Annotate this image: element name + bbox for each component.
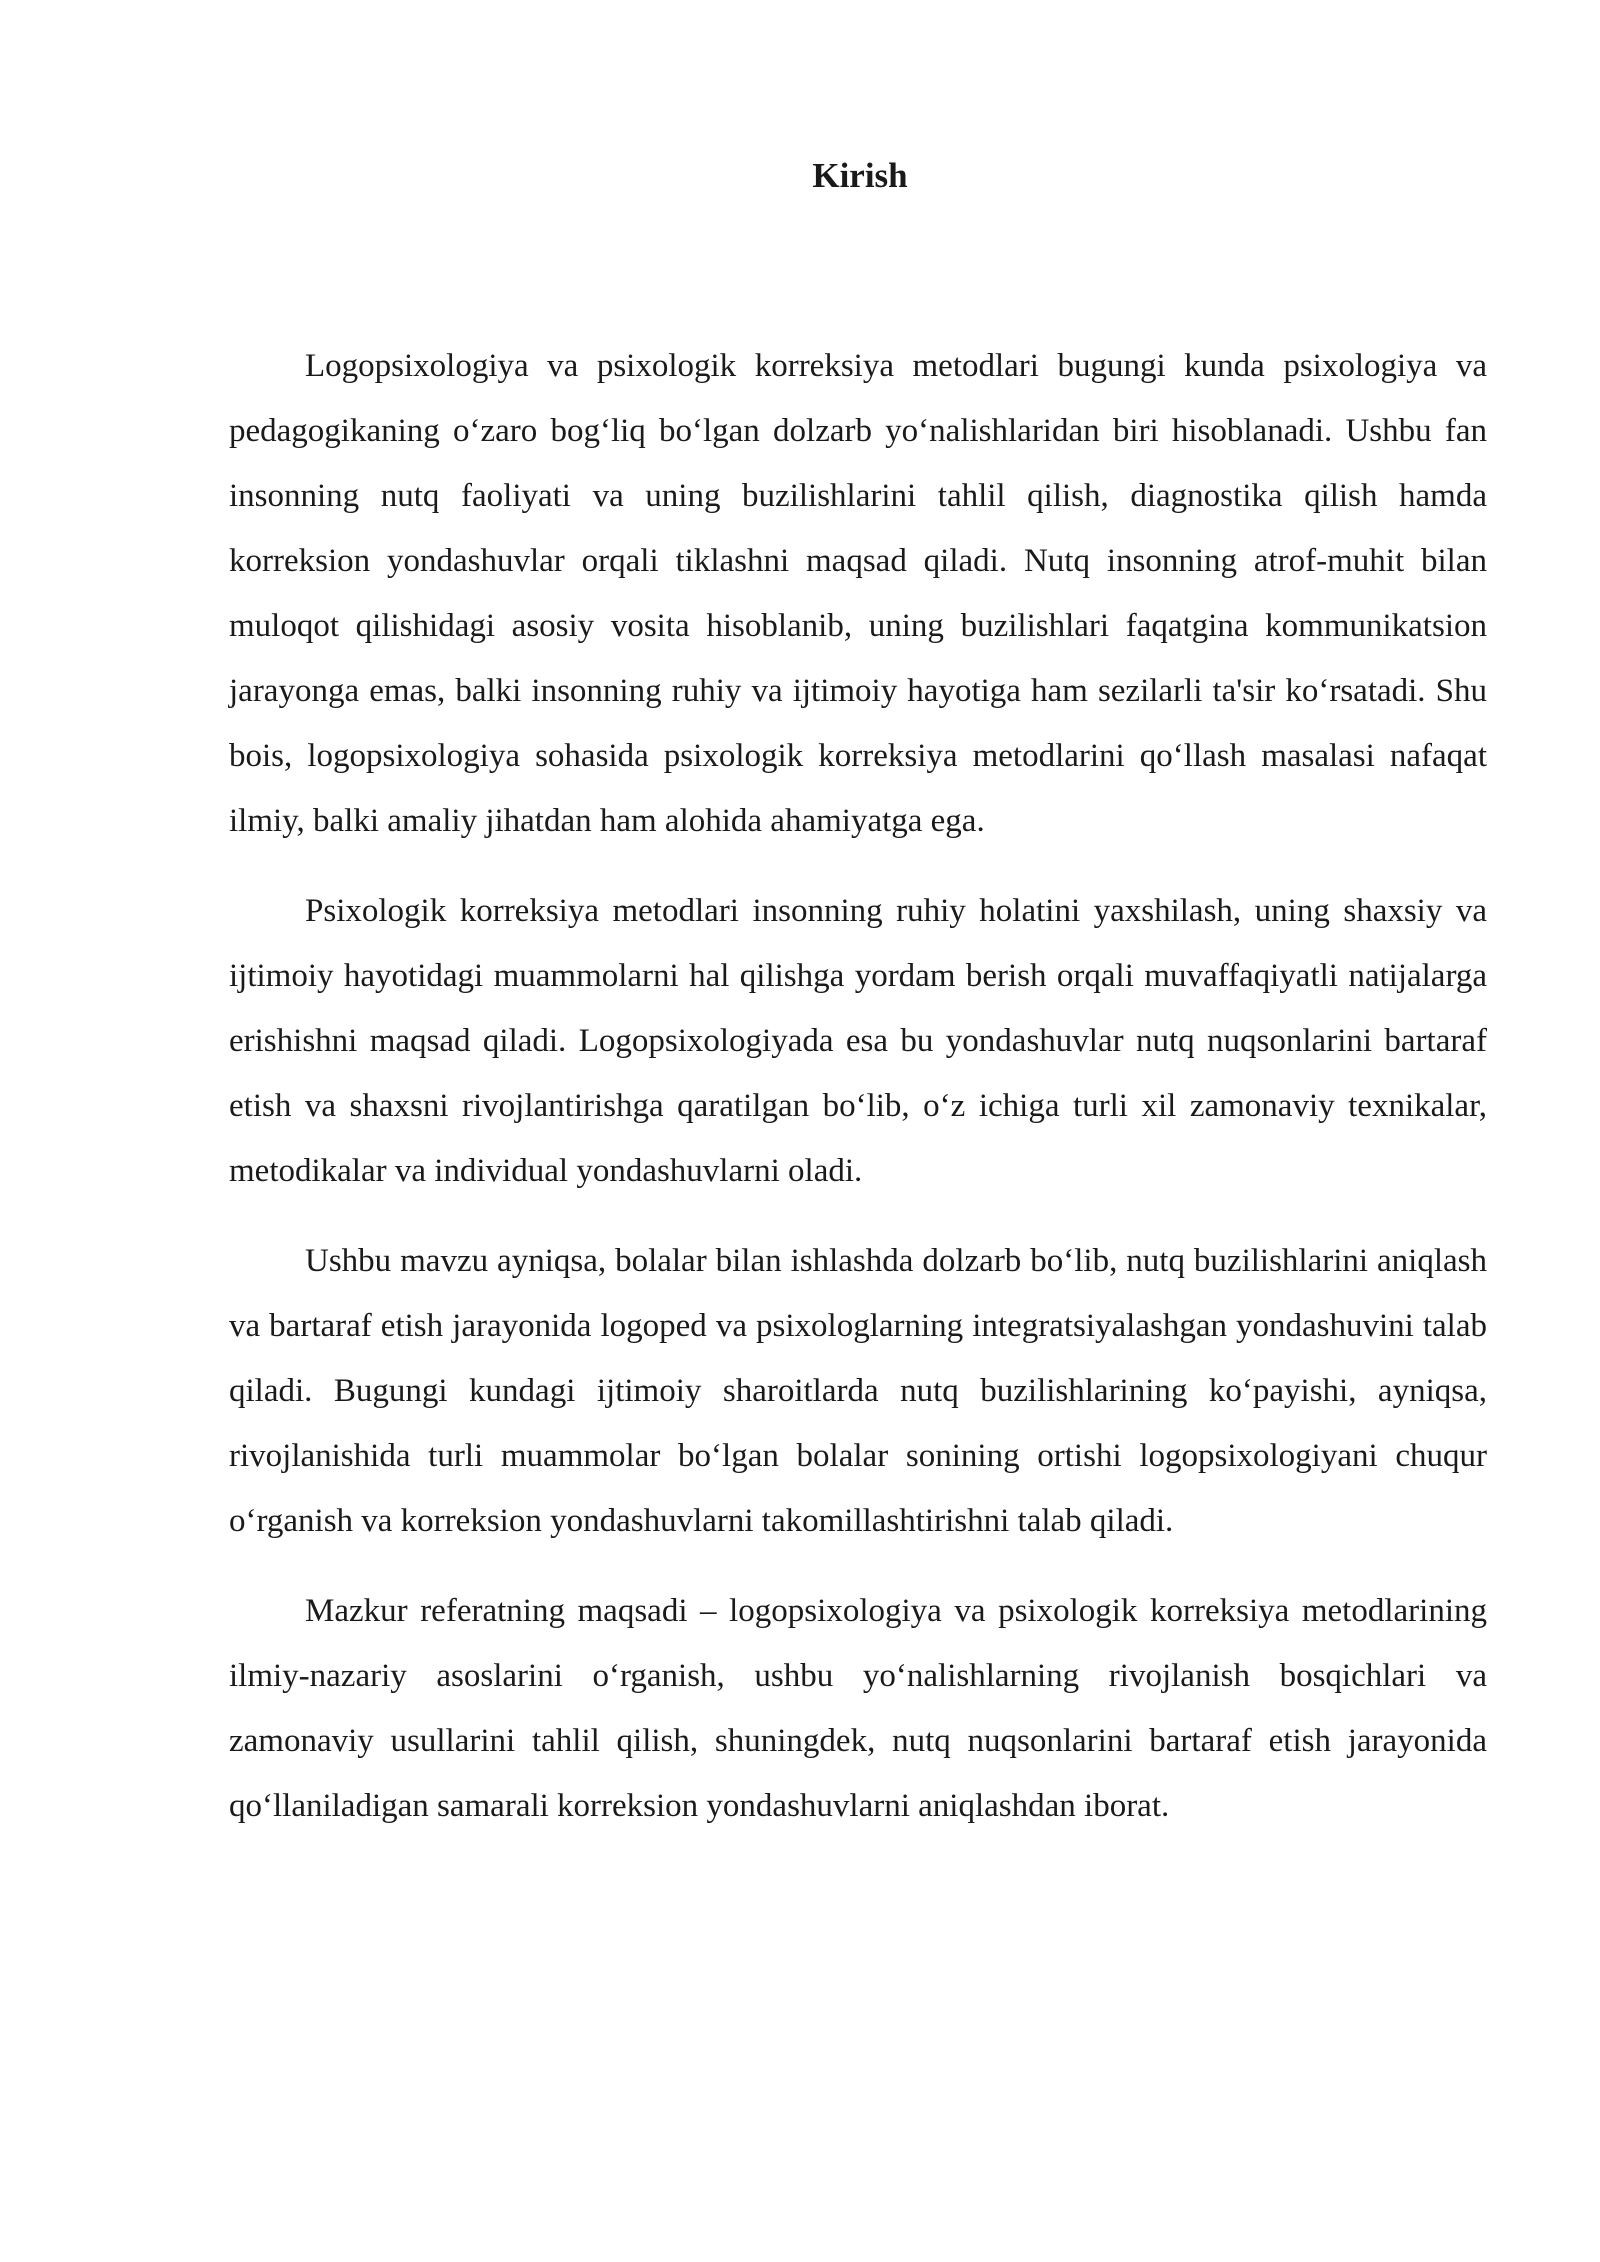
paragraph-1: Logopsixologiya va psixologik korreksiya metodlari bugungi kunda psixologiya va pedagogikaning o‘zaro bog‘liq bo‘lgan dolzarb yo‘nalishlaridan biri hisoblanadi. Ushbu fan insonning nutq faoliyati va uning buzilishlarini tahlil qilish, diagnostika qilish hamda korreksion yondashuvlar orqali tiklashni maqsad qiladi. Nutq insonning atrof-muhit bilan muloqot qilishidagi asosiy vosita hisoblanib, uning buzilishlari faqatgina kommunikatsion jarayonga emas, balki insonning ruhiy va ijtimoiy hayotiga ham sezilarli ta'sir ko‘rsatadi. Shu bois, logopsixologiya sohasida psixologik korreksiya metodlarini qo‘llash masalasi nafaqat ilmiy, balki amaliy jihatdan ham alohida ahamiyatga ega.	[229, 348, 1487, 839]
document-body	[229, 334, 1487, 1864]
paragraph-3: Ushbu mavzu ayniqsa, bolalar bilan ishlashda dolzarb bo‘lib, nutq buzilishlarini aniqlash va bartaraf etish jarayonida logoped va psixologlarning integratsiyalashgan yondashuvini talab qiladi. Bugungi kundagi ijtimoiy sharoitlarda nutq buzilishlarining ko‘payishi, ayniqsa, rivojlanishida turli muammolar bo‘lgan bolalar sonining ortishi logopsixologiyani chuqur o‘rganish va korreksion yondashuvlarni takomillashtirishni talab qiladi.	[229, 1243, 1487, 1539]
paragraph-4: Mazkur referatning maqsadi – logopsixologiya va psixologik korreksiya metodlarining ilmiy-nazariy asoslarini o‘rganish, ushbu yo‘nalishlarning rivojlanish bosqichlari va zamonaviy usullarini tahlil qilish, shuningdek, nutq nuqsonlarini bartaraf etish jarayonida qo‘llaniladigan samarali korreksion yondashuvlarni aniqlashdan iborat.	[229, 1593, 1487, 1824]
page-title: Kirish	[812, 156, 908, 195]
paragraph-2: Psixologik korreksiya metodlari insonning ruhiy holatini yaxshilash, uning shaxsiy va ijtimoiy hayotidagi muammolarni hal qilishga yordam berish orqali muvaffaqiyatli natijalarga erishishni maqsad qiladi. Logopsixologiyada esa bu yondashuvlar nutq nuqsonlarini bartaraf etish va shaxsni rivojlantirishga qaratilgan bo‘lib, o‘z ichiga turli xil zamonaviy texnikalar, metodikalar va individual yondashuvlarni oladi.	[229, 893, 1487, 1189]
